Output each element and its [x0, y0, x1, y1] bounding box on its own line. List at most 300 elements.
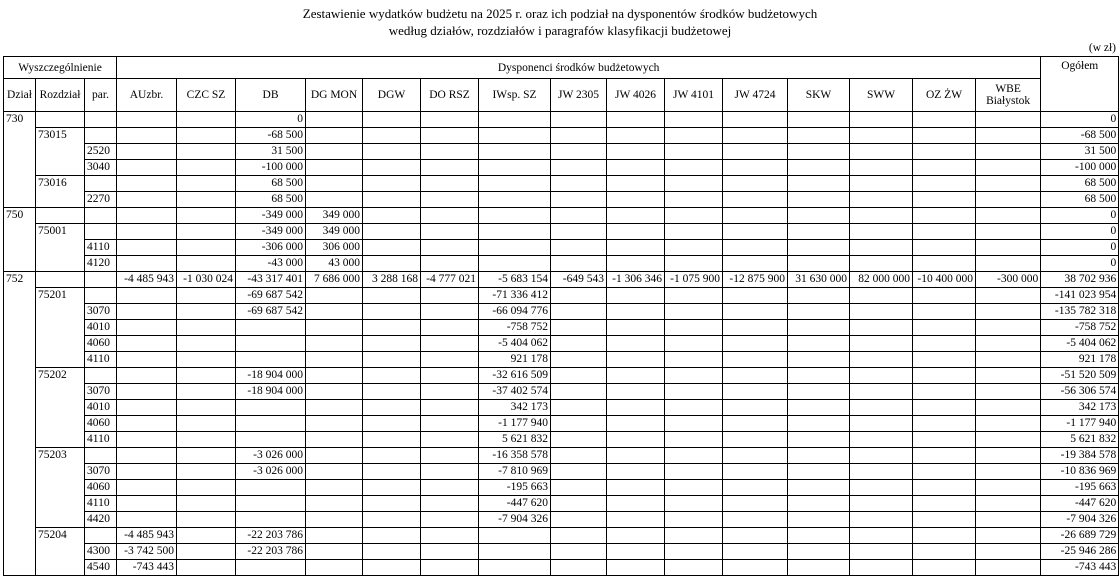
cell-value	[306, 464, 363, 480]
cell-value	[665, 160, 723, 176]
cell-value	[117, 112, 177, 128]
cell-value	[117, 416, 177, 432]
cell-value	[913, 464, 976, 480]
cell-value	[117, 384, 177, 400]
cell-total: 31 500	[1041, 144, 1119, 160]
cell-value	[117, 368, 177, 384]
cell-rozdzial: 75202	[36, 368, 85, 448]
cell-value	[976, 400, 1041, 416]
cell-value	[788, 144, 850, 160]
cell-total: 0	[1041, 256, 1119, 272]
cell-value	[913, 256, 976, 272]
cell-value	[421, 320, 479, 336]
cell-value	[976, 496, 1041, 512]
cell-value: -71 336 412	[479, 288, 551, 304]
cell-value	[913, 224, 976, 240]
cell-value	[788, 544, 850, 560]
cell-value	[306, 480, 363, 496]
cell-value	[788, 416, 850, 432]
cell-value: -43 317 401	[236, 272, 306, 288]
table-row	[4, 512, 1119, 528]
cell-value: -5 404 062	[479, 336, 551, 352]
cell-total: -135 782 318	[1041, 304, 1119, 320]
cell-value: -16 358 578	[479, 448, 551, 464]
cell-value	[236, 560, 306, 576]
cell-value	[723, 416, 788, 432]
cell-value	[665, 384, 723, 400]
cell-value	[551, 128, 607, 144]
cell-value	[306, 544, 363, 560]
cell-value	[665, 240, 723, 256]
cell-rozdzial: 73016	[36, 176, 85, 208]
table-row	[4, 496, 1119, 512]
cell-paragraf: 4110	[85, 352, 117, 368]
cell-value	[665, 416, 723, 432]
table-row	[4, 128, 1119, 144]
cell-value	[788, 368, 850, 384]
cell-value	[421, 496, 479, 512]
cell-value	[117, 320, 177, 336]
cell-value	[607, 528, 665, 544]
cell-value	[976, 304, 1041, 320]
cell-value	[117, 224, 177, 240]
table-row	[4, 144, 1119, 160]
title-line-2: według działów, rozdziałów i paragrafów klasyfikacji budżetowej	[388, 23, 732, 38]
cell-total: 0	[1041, 208, 1119, 224]
cell-value: -43 000	[236, 256, 306, 272]
cell-value: -66 094 776	[479, 304, 551, 320]
cell-value	[306, 448, 363, 464]
cell-value: -743 443	[117, 560, 177, 576]
cell-value	[665, 320, 723, 336]
cell-value: -37 402 574	[479, 384, 551, 400]
cell-value	[177, 496, 236, 512]
cell-value	[788, 512, 850, 528]
cell-value	[117, 448, 177, 464]
cell-paragraf	[85, 528, 117, 544]
cell-value: -306 000	[236, 240, 306, 256]
cell-value	[306, 288, 363, 304]
cell-value	[363, 448, 421, 464]
cell-value	[850, 352, 913, 368]
cell-value: -1 075 900	[665, 272, 723, 288]
cell-value	[551, 416, 607, 432]
header-dysponent: CZC SZ	[177, 79, 236, 112]
cell-value	[788, 256, 850, 272]
header-ogolem: Ogółem	[1041, 57, 1119, 112]
cell-value	[788, 560, 850, 576]
cell-value	[723, 288, 788, 304]
cell-value: 921 178	[479, 352, 551, 368]
cell-value	[177, 544, 236, 560]
cell-value	[850, 384, 913, 400]
cell-value: -5 683 154	[479, 272, 551, 288]
cell-value	[551, 384, 607, 400]
header-dysponent: JW 4026	[607, 79, 665, 112]
header-dysponent: AUzbr.	[117, 79, 177, 112]
cell-value	[976, 192, 1041, 208]
cell-value: -3 026 000	[236, 464, 306, 480]
cell-value	[607, 128, 665, 144]
cell-value	[850, 448, 913, 464]
cell-value	[723, 448, 788, 464]
cell-value	[363, 464, 421, 480]
cell-value	[306, 496, 363, 512]
cell-value	[177, 400, 236, 416]
cell-value: -4 777 021	[421, 272, 479, 288]
cell-dzial: 752	[4, 272, 36, 576]
cell-value	[551, 528, 607, 544]
cell-value	[850, 144, 913, 160]
cell-value	[788, 496, 850, 512]
cell-value	[665, 144, 723, 160]
header-dzial: Dział	[4, 79, 36, 112]
table-row	[4, 384, 1119, 400]
cell-value	[363, 288, 421, 304]
cell-total: 68 500	[1041, 192, 1119, 208]
cell-value	[363, 304, 421, 320]
table-row	[4, 448, 1119, 464]
cell-value	[913, 384, 976, 400]
cell-value	[788, 400, 850, 416]
cell-value	[976, 288, 1041, 304]
cell-value: 349 000	[306, 224, 363, 240]
cell-paragraf: 4300	[85, 544, 117, 560]
cell-value	[607, 432, 665, 448]
cell-value	[551, 320, 607, 336]
cell-value	[177, 144, 236, 160]
cell-value: -18 904 000	[236, 368, 306, 384]
cell-value	[788, 352, 850, 368]
cell-value	[479, 144, 551, 160]
cell-value	[551, 304, 607, 320]
table-row	[4, 400, 1119, 416]
cell-value	[306, 336, 363, 352]
cell-value	[363, 480, 421, 496]
cell-paragraf: 3070	[85, 464, 117, 480]
cell-value: -7 810 969	[479, 464, 551, 480]
cell-total: -447 620	[1041, 496, 1119, 512]
cell-value	[850, 208, 913, 224]
cell-value	[117, 480, 177, 496]
cell-value	[607, 208, 665, 224]
cell-value	[117, 176, 177, 192]
cell-value: -1 030 024	[177, 272, 236, 288]
cell-value	[788, 336, 850, 352]
cell-value	[306, 320, 363, 336]
cell-value	[723, 144, 788, 160]
cell-value	[421, 192, 479, 208]
cell-value	[236, 336, 306, 352]
cell-value	[551, 400, 607, 416]
cell-value	[551, 336, 607, 352]
cell-value	[850, 496, 913, 512]
cell-value	[479, 544, 551, 560]
cell-value	[788, 480, 850, 496]
cell-value	[976, 176, 1041, 192]
table-row	[4, 528, 1119, 544]
cell-value	[479, 160, 551, 176]
cell-value	[421, 384, 479, 400]
cell-value	[551, 480, 607, 496]
cell-paragraf: 3070	[85, 384, 117, 400]
cell-rozdzial: 75204	[36, 528, 85, 576]
cell-value	[788, 208, 850, 224]
cell-value	[850, 240, 913, 256]
cell-value	[421, 544, 479, 560]
header-dysponenci: Dysponenci środków budżetowych	[117, 57, 1041, 79]
table-row	[4, 160, 1119, 176]
cell-value	[551, 352, 607, 368]
header-dysponent: JW 4101	[665, 79, 723, 112]
cell-value: -349 000	[236, 224, 306, 240]
cell-value	[363, 336, 421, 352]
cell-value	[363, 320, 421, 336]
cell-value	[665, 192, 723, 208]
cell-value	[306, 528, 363, 544]
cell-paragraf: 4540	[85, 560, 117, 576]
table-row	[4, 272, 1119, 288]
cell-value	[723, 224, 788, 240]
cell-value	[665, 336, 723, 352]
cell-value	[177, 480, 236, 496]
cell-value	[177, 112, 236, 128]
table-row	[4, 432, 1119, 448]
cell-value	[117, 128, 177, 144]
document-title	[0, 5, 1120, 39]
cell-value	[421, 400, 479, 416]
cell-value: 7 686 000	[306, 272, 363, 288]
cell-value	[723, 368, 788, 384]
cell-value: -22 203 786	[236, 544, 306, 560]
cell-paragraf: 4110	[85, 432, 117, 448]
cell-value	[913, 320, 976, 336]
cell-value	[177, 128, 236, 144]
cell-value	[177, 352, 236, 368]
cell-value	[117, 336, 177, 352]
cell-value	[665, 464, 723, 480]
cell-paragraf	[85, 368, 117, 384]
cell-value: 82 000 000	[850, 272, 913, 288]
cell-value	[913, 448, 976, 464]
cell-value: -349 000	[236, 208, 306, 224]
cell-total: -51 520 509	[1041, 368, 1119, 384]
cell-total: -26 689 729	[1041, 528, 1119, 544]
cell-value	[479, 192, 551, 208]
cell-value	[363, 224, 421, 240]
cell-paragraf	[85, 272, 117, 288]
cell-value	[177, 256, 236, 272]
cell-value	[913, 496, 976, 512]
cell-value	[723, 432, 788, 448]
cell-value	[913, 400, 976, 416]
cell-value	[976, 464, 1041, 480]
table-row	[4, 240, 1119, 256]
cell-value	[363, 128, 421, 144]
cell-rozdzial: 75203	[36, 448, 85, 528]
cell-value: -69 687 542	[236, 304, 306, 320]
cell-value: 31 500	[236, 144, 306, 160]
title-line-1: Zestawienie wydatków budżetu na 2025 r. oraz ich podział na dysponentów środków budżetowych	[302, 6, 818, 21]
cell-value	[421, 304, 479, 320]
cell-value	[723, 496, 788, 512]
cell-value	[850, 304, 913, 320]
cell-total: 0	[1041, 224, 1119, 240]
cell-value	[788, 528, 850, 544]
cell-value	[976, 144, 1041, 160]
cell-paragraf	[85, 448, 117, 464]
cell-value	[850, 480, 913, 496]
cell-value: -447 620	[479, 496, 551, 512]
cell-value	[913, 480, 976, 496]
cell-value: -3 026 000	[236, 448, 306, 464]
cell-value	[976, 256, 1041, 272]
cell-paragraf: 4010	[85, 320, 117, 336]
cell-value	[976, 448, 1041, 464]
cell-value	[551, 192, 607, 208]
table-row	[4, 368, 1119, 384]
cell-value	[607, 368, 665, 384]
cell-value	[363, 144, 421, 160]
cell-value	[850, 288, 913, 304]
cell-value	[421, 368, 479, 384]
cell-value	[665, 496, 723, 512]
cell-value	[421, 336, 479, 352]
cell-paragraf	[85, 176, 117, 192]
cell-value	[551, 160, 607, 176]
cell-value	[788, 464, 850, 480]
cell-value	[665, 352, 723, 368]
cell-value	[117, 512, 177, 528]
cell-total: -19 384 578	[1041, 448, 1119, 464]
cell-value	[913, 304, 976, 320]
cell-value	[788, 176, 850, 192]
cell-value	[363, 368, 421, 384]
cell-value	[665, 480, 723, 496]
cell-value	[421, 288, 479, 304]
header-wyszczegolnienie: Wyszczególnienie	[4, 57, 117, 79]
cell-total: -5 404 062	[1041, 336, 1119, 352]
cell-value	[551, 256, 607, 272]
cell-value	[913, 512, 976, 528]
cell-value	[723, 240, 788, 256]
cell-value	[551, 240, 607, 256]
cell-value: -68 500	[236, 128, 306, 144]
cell-value	[117, 288, 177, 304]
cell-total: 5 621 832	[1041, 432, 1119, 448]
cell-value	[421, 160, 479, 176]
cell-value	[421, 512, 479, 528]
cell-value: -12 875 900	[723, 272, 788, 288]
cell-dzial: 750	[4, 208, 36, 272]
cell-value	[363, 496, 421, 512]
cell-value: -649 543	[551, 272, 607, 288]
header-dysponent: SWW	[850, 79, 913, 112]
cell-value	[850, 464, 913, 480]
cell-value	[363, 512, 421, 528]
cell-value	[306, 192, 363, 208]
cell-value	[850, 432, 913, 448]
cell-total: -195 663	[1041, 480, 1119, 496]
cell-value	[117, 256, 177, 272]
cell-value	[421, 256, 479, 272]
header-dysponent: DG MON	[306, 79, 363, 112]
table-row	[4, 208, 1119, 224]
cell-value	[913, 368, 976, 384]
cell-value	[788, 128, 850, 144]
cell-value	[551, 224, 607, 240]
cell-paragraf	[85, 128, 117, 144]
cell-value	[421, 528, 479, 544]
cell-value	[665, 208, 723, 224]
cell-value	[850, 560, 913, 576]
cell-value	[177, 368, 236, 384]
cell-value: 306 000	[306, 240, 363, 256]
cell-value: -758 752	[479, 320, 551, 336]
cell-value	[479, 256, 551, 272]
cell-value	[607, 480, 665, 496]
cell-value	[177, 208, 236, 224]
cell-value	[850, 224, 913, 240]
cell-value	[665, 256, 723, 272]
cell-value	[665, 128, 723, 144]
cell-value	[236, 480, 306, 496]
cell-value: -195 663	[479, 480, 551, 496]
cell-value	[665, 528, 723, 544]
cell-value	[607, 496, 665, 512]
cell-value	[607, 464, 665, 480]
cell-value	[665, 400, 723, 416]
cell-value	[607, 112, 665, 128]
cell-value	[607, 224, 665, 240]
cell-value	[236, 512, 306, 528]
cell-value	[117, 208, 177, 224]
header-dysponent: JW 2305	[551, 79, 607, 112]
cell-total: -68 500	[1041, 128, 1119, 144]
header-par: par.	[85, 79, 117, 112]
cell-value	[723, 544, 788, 560]
cell-value	[723, 112, 788, 128]
cell-value	[363, 240, 421, 256]
table-row	[4, 464, 1119, 480]
cell-value	[850, 416, 913, 432]
cell-value	[551, 368, 607, 384]
cell-value: 31 630 000	[788, 272, 850, 288]
cell-dzial: 730	[4, 112, 36, 208]
cell-value	[723, 160, 788, 176]
cell-value	[479, 128, 551, 144]
cell-value	[607, 192, 665, 208]
cell-value	[723, 400, 788, 416]
cell-value	[479, 224, 551, 240]
cell-value	[421, 432, 479, 448]
table-row	[4, 352, 1119, 368]
cell-value	[551, 208, 607, 224]
cell-value	[306, 176, 363, 192]
cell-value	[177, 512, 236, 528]
cell-value	[913, 240, 976, 256]
cell-rozdzial: 75201	[36, 288, 85, 368]
cell-value	[976, 384, 1041, 400]
cell-value	[117, 464, 177, 480]
cell-value	[306, 128, 363, 144]
cell-value	[788, 304, 850, 320]
table-row	[4, 336, 1119, 352]
header-dysponent: DB	[236, 79, 306, 112]
cell-value	[363, 192, 421, 208]
table-row	[4, 224, 1119, 240]
cell-value: 5 621 832	[479, 432, 551, 448]
